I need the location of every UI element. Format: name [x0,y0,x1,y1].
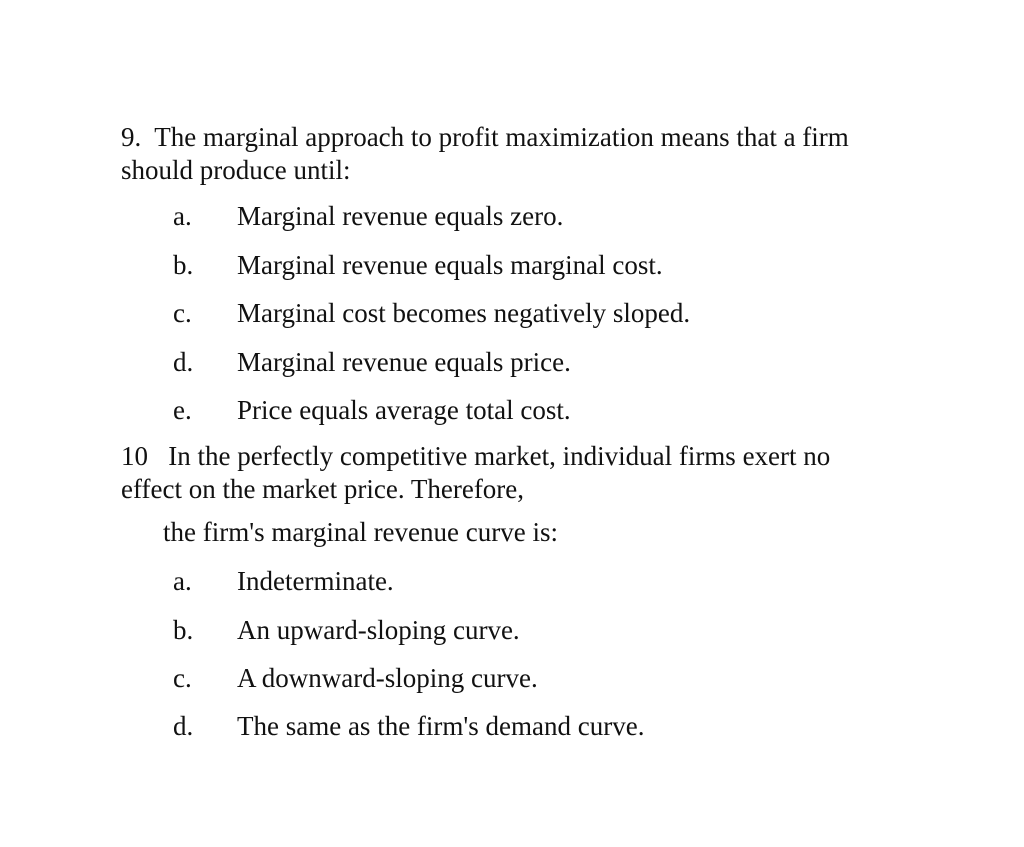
option-letter: a. [173,566,192,596]
option-text: The same as the firm's demand curve. [237,711,645,741]
option-letter: b. [173,615,194,645]
question-9-option-a [173,200,563,233]
option-letter: a. [173,201,192,231]
option-text: Marginal revenue equals price. [237,347,571,377]
question-10-continuation: the firm's marginal revenue curve is: [163,517,558,547]
question-10-option-b [173,614,520,647]
option-text: Marginal cost becomes negatively sloped. [237,298,691,328]
option-letter: c. [173,663,192,693]
option-text: Marginal revenue equals zero. [237,201,564,231]
question-10-option-c [173,662,538,695]
question-9-option-c [173,297,690,330]
option-text: Marginal revenue equals marginal cost. [237,250,663,280]
question-9-number: 9. [121,122,142,152]
question-9-option-b [173,249,663,282]
question-9-stem [121,121,901,187]
question-10-number: 10 [121,441,148,471]
option-text: Indeterminate. [237,566,394,596]
option-text: A downward-sloping curve. [237,663,538,693]
option-text: Price equals average total cost. [237,395,571,425]
option-letter: e. [173,395,192,425]
question-10-stem [121,440,881,506]
option-letter: d. [173,347,194,377]
question-9-option-d [173,346,571,379]
question-10-text: In the perfectly competitive market, individual firms exert no effect on the market price. Therefore, [121,441,831,504]
question-10-option-d [173,710,644,743]
question-9-text: The marginal approach to profit maximization means that a firm should produce until: [121,122,849,185]
option-text: An upward-sloping curve. [237,615,520,645]
option-letter: d. [173,711,194,741]
question-9-option-e [173,394,571,427]
question-10-option-a [173,565,394,598]
option-letter: b. [173,250,194,280]
option-letter: c. [173,298,192,328]
